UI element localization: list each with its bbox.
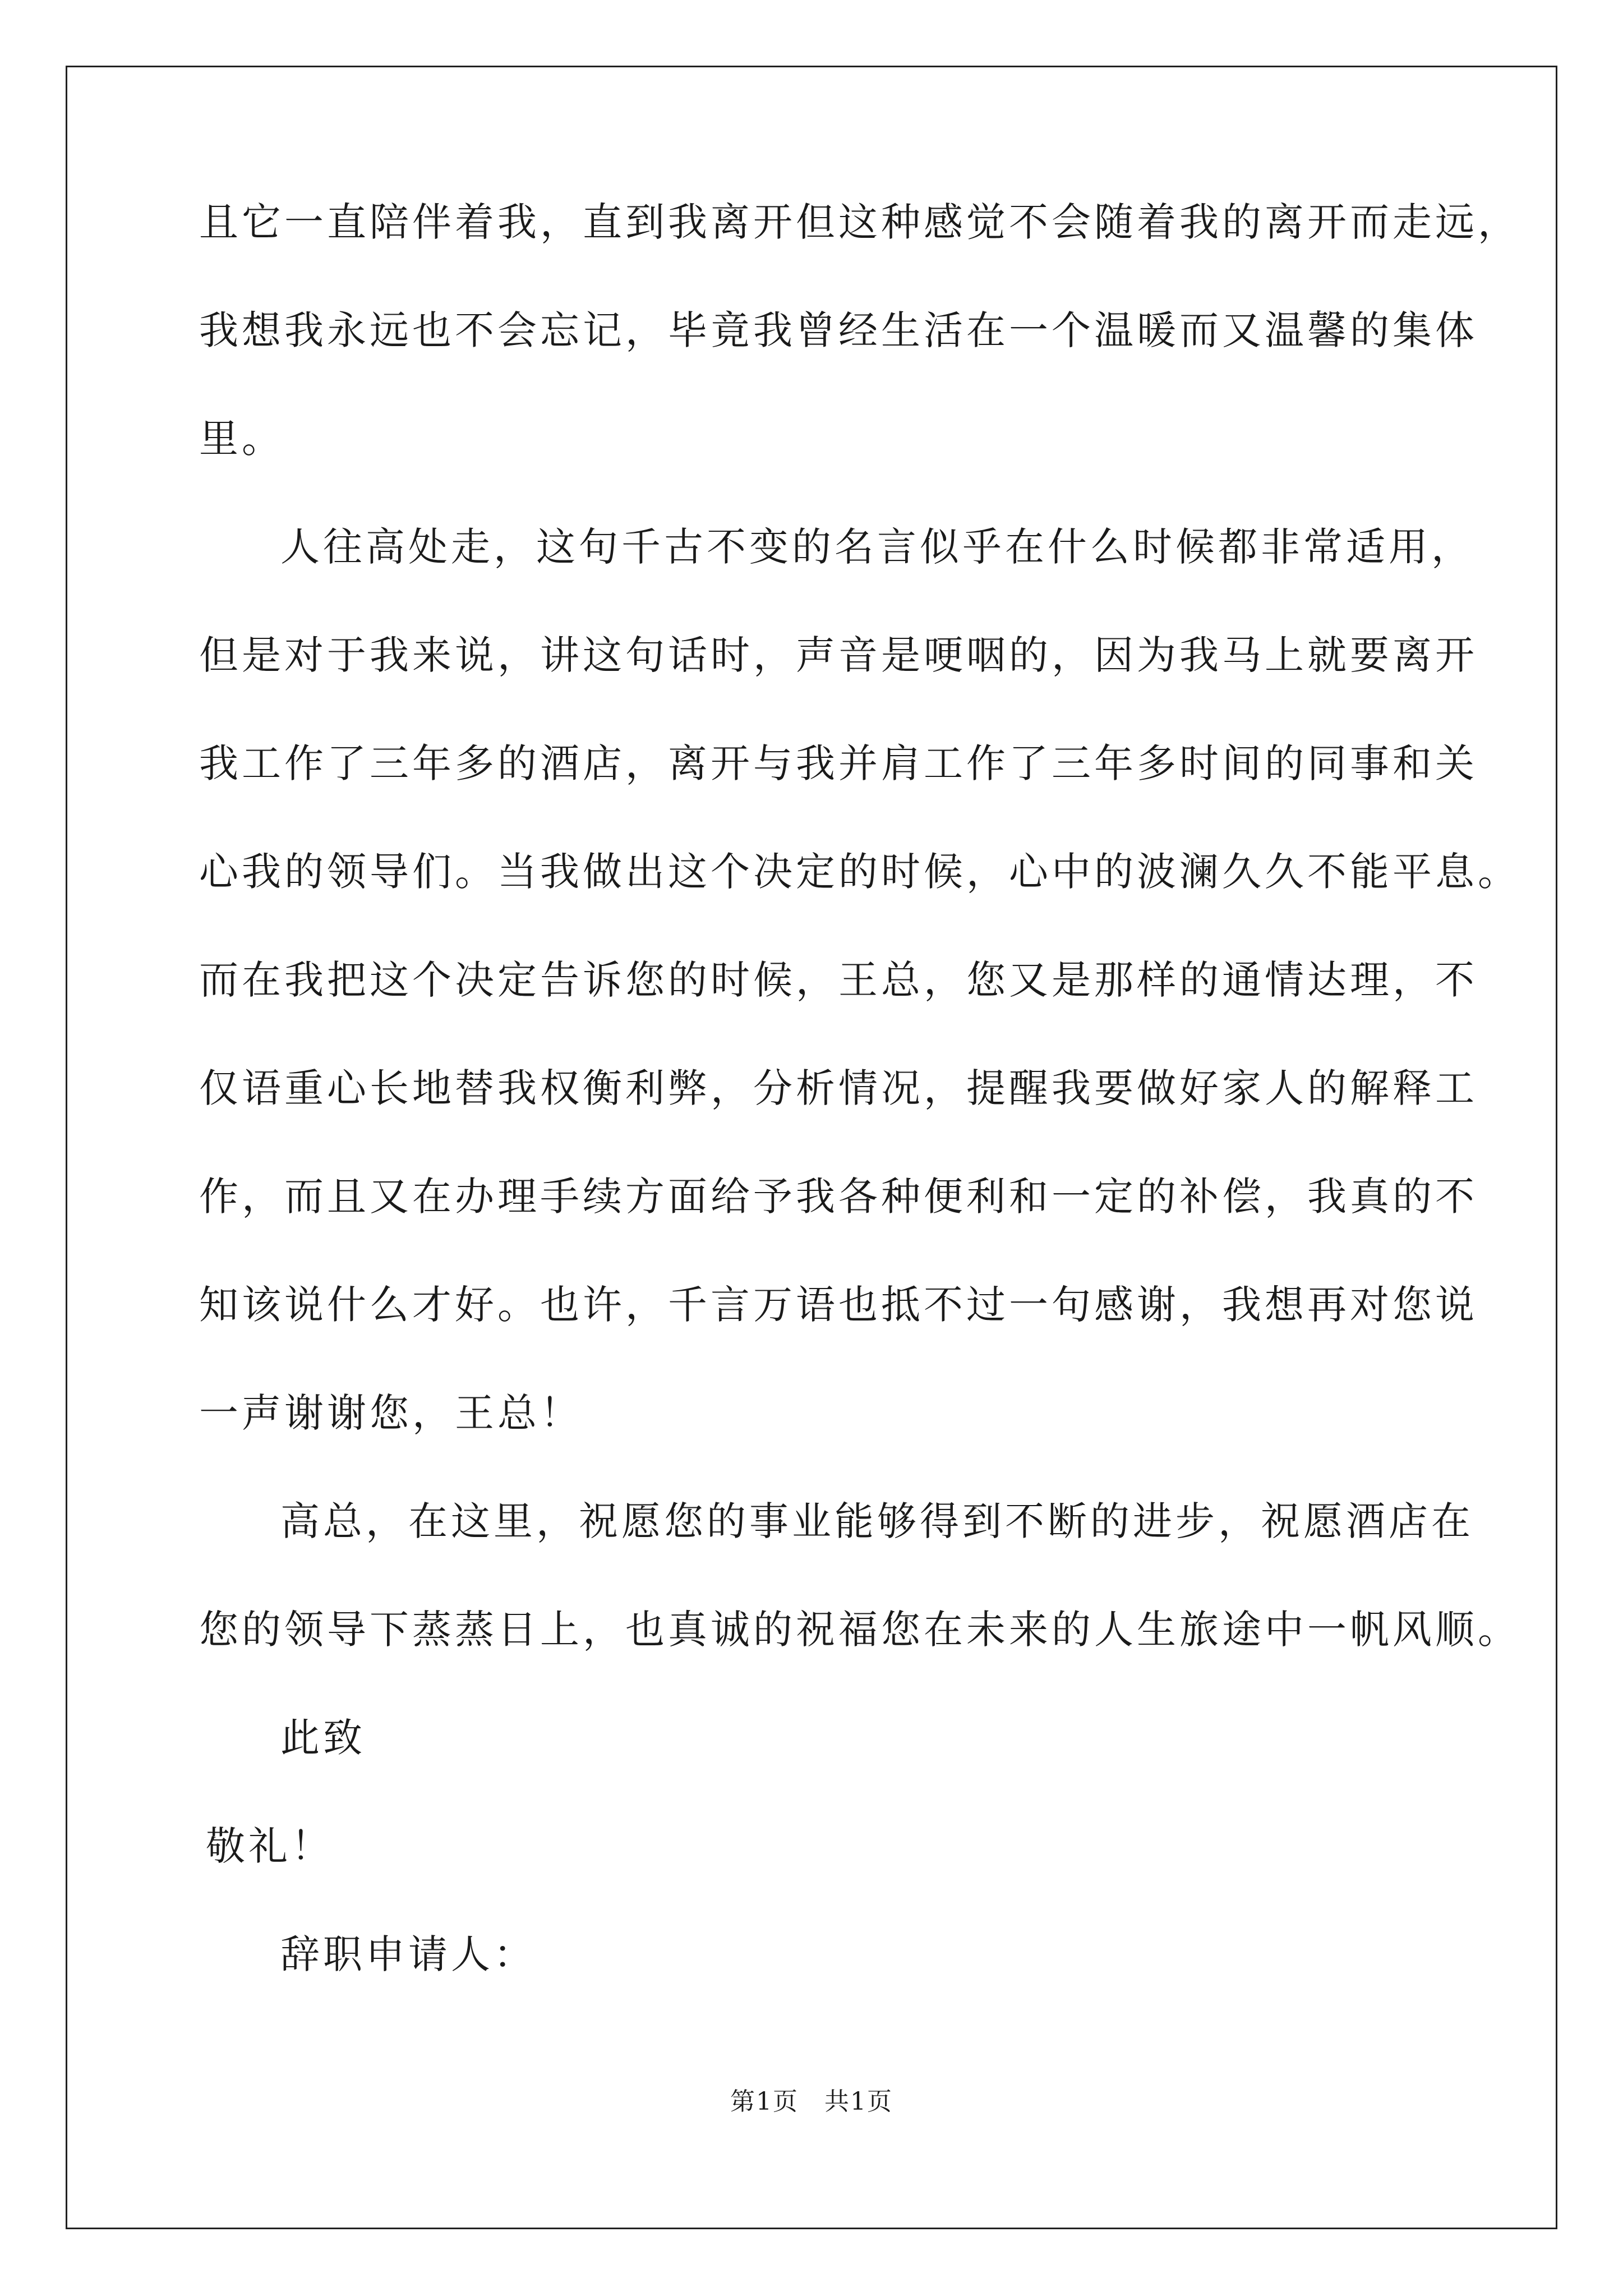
paragraph-start-line: 高总，在这里，祝愿您的事业能够得到不断的进步，祝愿酒店在 [280, 1498, 1474, 1544]
paragraph-start-line: 人往高处走，这句千古不变的名言似乎在什么时候都非常适用， [280, 524, 1474, 570]
letter-body [199, 168, 1520, 2009]
text-line: 而在我把这个决定告诉您的时候，王总，您又是那样的通情达理，不 [199, 957, 1478, 1003]
salutation: 敬礼！ [206, 1823, 334, 1869]
text-line: 我想我永远也不会忘记，毕竟我曾经生活在一个温暖而又温馨的集体 [199, 307, 1478, 353]
text-line: 您的领导下蒸蒸日上，也真诚的祝福您在未来的人生旅途中一帆风顺。 [199, 1607, 1520, 1653]
text-line: 作，而且又在办理手续方面给予我各种便利和一定的补偿，我真的不 [199, 1174, 1478, 1220]
text-line: 心我的领导们。当我做出这个决定的时候，心中的波澜久久不能平息。 [199, 849, 1520, 895]
text-line: 一声谢谢您，王总！ [199, 1390, 583, 1436]
text-line: 且它一直陪伴着我，直到我离开但这种感觉不会随着我的离开而走远， [199, 199, 1520, 245]
text-line: 但是对于我来说，讲这句话时，声音是哽咽的，因为我马上就要离开 [199, 632, 1478, 678]
text-line: 仅语重心长地替我权衡利弊，分析情况，提醒我要做好家人的解释工 [199, 1065, 1478, 1111]
page-footer: 第1页 共1页 [730, 2087, 893, 2116]
text-line: 我工作了三年多的酒店，离开与我并肩工作了三年多时间的同事和关 [199, 740, 1478, 786]
signature-label: 辞职申请人： [280, 1931, 536, 1977]
text-line: 知该说什么才好。也许，千言万语也抵不过一句感谢，我想再对您说 [199, 1282, 1478, 1328]
text-line: 里。 [199, 416, 284, 462]
closing-phrase: 此致 [280, 1715, 366, 1761]
